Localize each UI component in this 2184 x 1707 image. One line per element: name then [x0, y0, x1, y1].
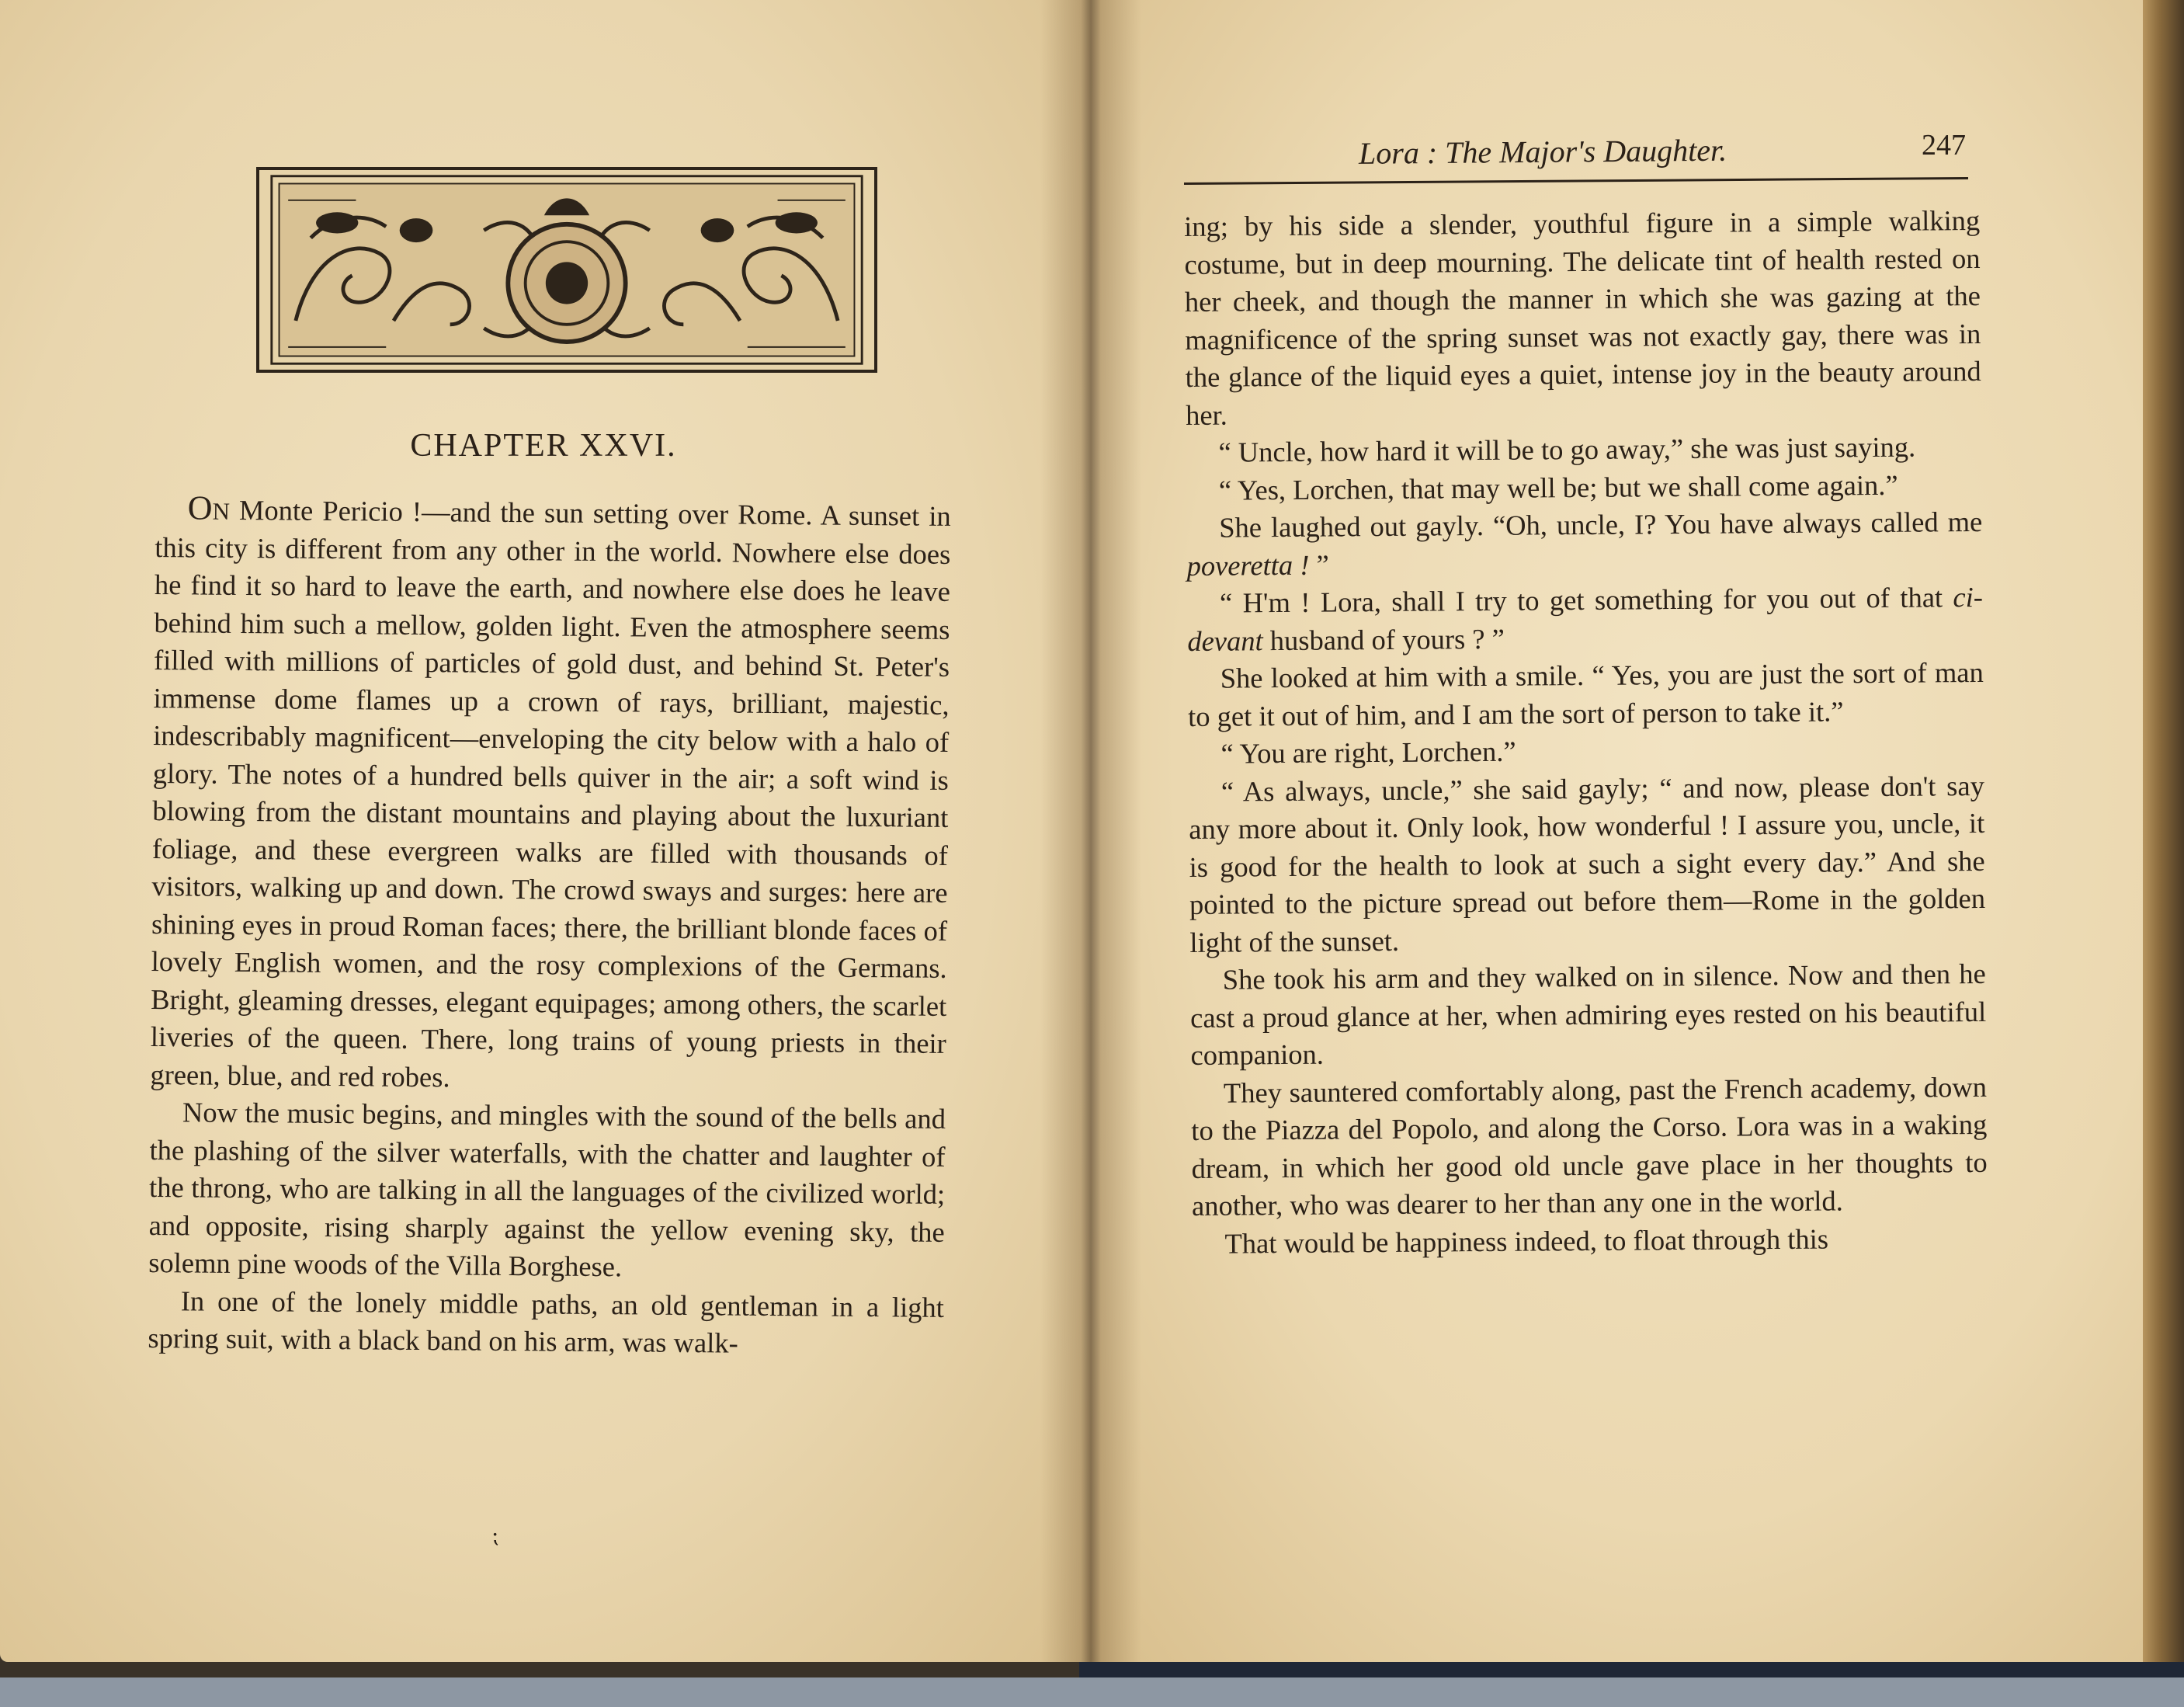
left-paragraph-1	[150, 489, 951, 1100]
paragraph-text: They sauntered comfortably along, past the French academy, down to the Piazza del Popolo, and along the Corso. Lora was in a waking dream, in which her good old uncle gave place in her thoughts to another, who was dearer to her than any one in the world.	[1191, 1070, 1988, 1222]
right-paragraph-2	[1186, 428, 1981, 472]
book-gutter	[1040, 0, 1141, 1662]
paragraph-text: “ You are right, Lorchen.”	[1220, 735, 1516, 770]
italic-phrase: poveretta !	[1186, 548, 1310, 582]
paragraph-text: ing; by his side a slender, youthful figure in a simple walking costume, but in deep mourning. The delicate tint of health rested on her cheek, and though the manner in which she was gazing at the magnificence of the spring sunset was not exactly gay, there was in the glance of the liquid eyes a quiet, intense joy in the beauty around her.	[1184, 203, 1981, 431]
paragraph-text: ”	[1309, 548, 1329, 581]
right-paragraph-8	[1189, 767, 1986, 961]
right-paragraph-9	[1190, 955, 1987, 1075]
left-page-body	[148, 489, 951, 1364]
right-page-body	[1184, 202, 1988, 1263]
paragraph-text: “ H'm ! Lora, shall I try to get something for you out of that	[1219, 581, 1953, 619]
right-paragraph-5	[1187, 579, 1984, 660]
paragraph-text: “ As always, uncle,” she said gayly; “ and now, please don't say any more about it. Only look, how wonderful ! I assure you, uncle, it is good for the health to look at such a sight every day.” And she pointed to the picture spread out before them—Rome in the golden light of the sunset.	[1189, 769, 1986, 958]
paragraph-lead-word: On	[187, 488, 231, 527]
left-paragraph-1-text: Monte Pericio !—and the sun setting over Rome. A sunset in this city is different from any other in the world. Nowhere else does he find it so hard to leave the earth, and nowhere else does he leave behind him such a mellow, golden light. Even the atmosphere seems filled with millions of particles of gold dust, and behind St. Peter's immense dome flames up a crown of rays, brilliant, majestic, indescribably magnificent—enveloping the city below with a halo of glory. The notes of a hundred bells quiver in the air; a soft wind is blowing from the distant mountains and playing about the luxuriant foliage, and these evergreen walks are filled with thousands of visitors, walking up and down. The crowd sways and surges: here are shining eyes in proud Roman faces; there, the brilliant blonde faces of lovely English women, and the rosy complexions of the Germans. Bright, gleaming dresses, elegant equipages; among others, the scarlet liveries of the queen. There, long trains of young priests in their green, blue, and red robes.	[150, 493, 951, 1093]
paragraph-text: husband of yours ? ”	[1262, 622, 1505, 656]
right-paragraph-11	[1192, 1219, 1988, 1263]
right-paragraph-3	[1186, 465, 1982, 509]
chapter-ornament	[256, 167, 877, 373]
paragraph-text: She laughed out gayly. “Oh, uncle, I? You have always called me	[1219, 505, 1983, 544]
right-paragraph-6	[1188, 654, 1984, 735]
book-cover-edge	[2143, 0, 2184, 1677]
signature-mark: ⁏	[491, 1524, 499, 1548]
paragraph-text: “ Uncle, how hard it will be to go away,” she was just saying.	[1218, 430, 1916, 468]
right-paragraph-7	[1188, 729, 1984, 774]
running-head: Lora : The Major's Daughter.	[1358, 132, 1727, 171]
chapter-title: CHAPTER XXVI.	[410, 428, 677, 464]
paragraph-text: She looked at him with a smile. “ Yes, you are just the sort of man to get it out of him, and I am the sort of person to take it.”	[1187, 655, 1984, 732]
paragraph-text: That would be happiness indeed, to float through this	[1224, 1222, 1829, 1260]
paragraph-text: “ Yes, Lorchen, that may well be; but we shall come again.”	[1218, 468, 1898, 506]
right-paragraph-10	[1191, 1068, 1988, 1225]
italic-phrase: ci-devant	[1187, 580, 1984, 657]
paragraph-text: She took his arm and they walked on in silence. Now and then he cast a proud glance at her, when admiring eyes rested on his beautiful companion.	[1190, 957, 1987, 1071]
book-cover-bottom	[1079, 1662, 2184, 1677]
left-paragraph-3: In one of the lonely middle paths, an old gentleman in a light spring suit, with a black band on his arm, was walk-	[148, 1284, 945, 1359]
left-page	[0, 0, 1087, 1662]
right-paragraph-4	[1186, 503, 1983, 585]
ornament-engraving	[259, 170, 874, 370]
left-paragraph-2: Now the music begins, and mingles with the sound of the bells and the plashing of the silver waterfalls, with the chatter and laughter of the throng, who are talking in all the languages of the civilized world; and opposite, rising sharply against the yellow evening sky, the solemn pine woods of the Villa Borghese.	[148, 1096, 946, 1283]
page-number: 247	[1922, 129, 1966, 162]
right-paragraph-1	[1184, 202, 1981, 434]
